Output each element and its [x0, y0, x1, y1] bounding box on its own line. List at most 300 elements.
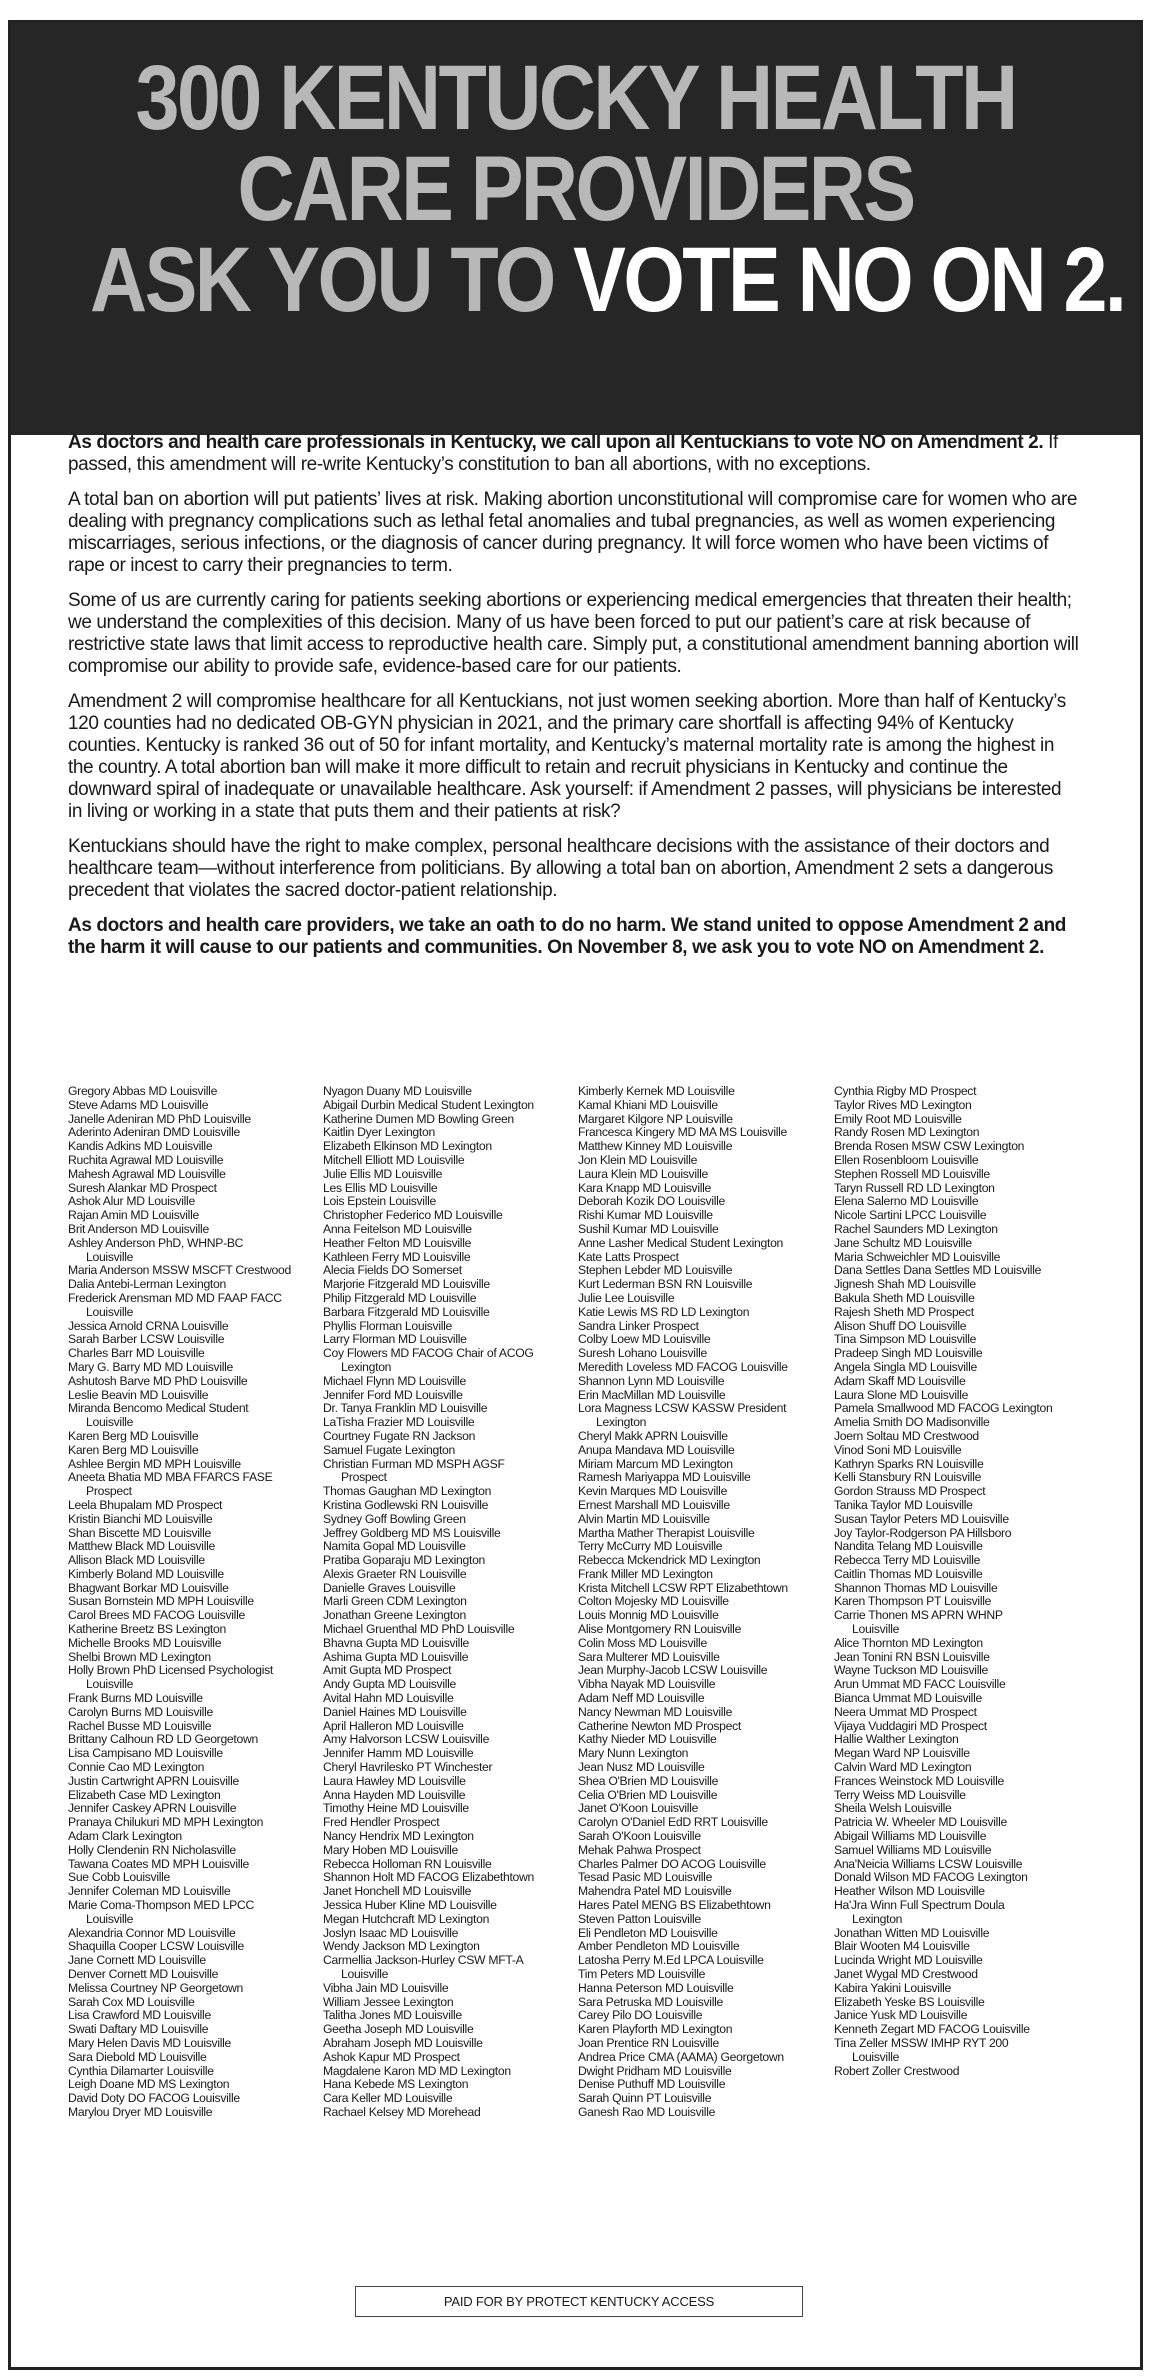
signer-entry: Ashley Anderson PhD, WHNP-BC	[68, 1235, 244, 1250]
signer-entry: Louisville	[86, 1415, 134, 1430]
signer-entry: Susan Bornstein MD MPH Louisville	[68, 1594, 254, 1609]
signer-entry: Ashutosh Barve MD PhD Louisville	[68, 1373, 248, 1388]
signer-entry: Rishi Kumar MD Louisville	[578, 1208, 713, 1223]
signer-entry: Vijaya Vuddagiri MD Prospect	[834, 1718, 987, 1733]
signer-entry: Adam Skaff MD Louisville	[834, 1373, 966, 1388]
signer-entry: Frederick Arensman MD MD FAAP FACC	[68, 1290, 282, 1305]
signer-entry: Kaitlin Dyer Lexington	[323, 1125, 435, 1140]
signer-entry: Gordon Strauss MD Prospect	[834, 1484, 986, 1499]
signer-entry: Sushil Kumar MD Louisville	[578, 1221, 719, 1236]
signer-entry: Kimberly Boland MD Louisville	[68, 1566, 224, 1581]
signer-entry: Karen Berg MD Louisville	[68, 1428, 199, 1443]
signer-entry: Kevin Marques MD Louisville	[578, 1484, 728, 1499]
signer-entry: Melissa Courtney NP Georgetown	[68, 1980, 244, 1995]
signer-entry: Jonathan Greene Lexington	[323, 1608, 466, 1623]
signer-entry: Sandra Linker Prospect	[578, 1318, 699, 1333]
signer-entry: Lexington	[852, 1911, 903, 1926]
signer-entry: Heather Wilson MD Louisville	[834, 1884, 985, 1899]
signer-entry: Kenneth Zegart MD FACOG Louisville	[834, 2022, 1030, 2037]
signer-entry: Kandis Adkins MD Louisville	[68, 1139, 213, 1154]
signer-entry: Leela Bhupalam MD Prospect	[68, 1497, 223, 1512]
signer-entry: Dwight Pridham MD Louisville	[578, 2063, 732, 2078]
signer-entry: Alison Shuff DO Louisville	[834, 1318, 967, 1333]
signer-entry: Jane Cornett MD Louisville	[68, 1953, 206, 1968]
signer-entry: Arun Ummat MD FACC Louisville	[834, 1677, 1006, 1692]
signer-entry: Lucinda Wright MD Louisville	[834, 1953, 983, 1968]
signer-entry: Joslyn Isaac MD Louisville	[323, 1925, 459, 1940]
signer-entry: LaTisha Frazier MD Louisville	[323, 1415, 475, 1430]
signer-entry: Nandita Telang MD Louisville	[834, 1539, 983, 1554]
signer-entry: Pamela Smallwood MD FACOG Lexington	[834, 1401, 1053, 1416]
signer-entry: Kathryn Sparks RN Louisville	[834, 1456, 984, 1471]
signer-entry: Swati Daftary MD Louisville	[68, 2022, 209, 2037]
signer-entry: Rajesh Sheth MD Prospect	[834, 1304, 974, 1319]
signer-entry: Shaquilla Cooper LCSW Louisville	[68, 1939, 245, 1954]
signer-entry: Ashlee Bergin MD MPH Louisville	[68, 1456, 241, 1471]
signer-entry: Katherine Dumen MD Bowling Green	[323, 1111, 514, 1126]
signer-entry: Carolyn Burns MD Louisville	[68, 1704, 213, 1719]
signer-entry: Carrie Thonen MS APRN WHNP	[834, 1608, 1003, 1623]
signer-entry: Kimberly Kernek MD Louisville	[578, 1084, 735, 1098]
signer-entry: Connie Cao MD Lexington	[68, 1760, 205, 1775]
signer-entry: Abigail Durbin Medical Student Lexington	[323, 1097, 534, 1112]
closing-bold: As doctors and health care providers, we take an oath to do no harm. We stand united to oppose Amendment 2 and the harm it will cause to our patients and communities. On November 8, we ask you to vote NO on Amendment 2.	[68, 915, 1066, 958]
signer-entry: Shan Biscette MD Louisville	[68, 1525, 211, 1540]
signer-entry: Louisville	[86, 1677, 134, 1692]
signer-entry: Julie Lee Louisville	[578, 1290, 675, 1305]
signer-entry: Mary Helen Davis MD Louisville	[68, 2035, 232, 2050]
signer-entry: Kate Latts Prospect	[578, 1249, 679, 1264]
signer-entry: Adam Clark Lexington	[68, 1829, 182, 1844]
signer-entry: Shannon Thomas MD Louisville	[834, 1580, 998, 1595]
signer-entry: Louisville	[86, 1249, 134, 1264]
signer-entry: Elizabeth Yeske BS Louisville	[834, 1994, 985, 2009]
signer-entry: Rachel Saunders MD Lexington	[834, 1221, 998, 1236]
signer-entry: Dana Settles Dana Settles MD Louisville	[834, 1263, 1042, 1278]
signer-entry: Kamal Khiani MD Louisville	[578, 1097, 718, 1112]
signer-list	[68, 1085, 1080, 2265]
signer-entry: Alvin Martin MD Louisville	[578, 1511, 710, 1526]
signer-entry: Maria Anderson MSSW MSCFT Crestwood	[68, 1263, 291, 1278]
signer-entry: Ana'Neicia Williams LCSW Louisville	[834, 1856, 1023, 1871]
signer-entry: Emily Root MD Louisville	[834, 1111, 962, 1126]
signer-entry: Mahesh Agrawal MD Louisville	[68, 1166, 226, 1181]
signer-entry: Leigh Doane MD MS Lexington	[68, 2077, 230, 2092]
signer-entry: Pranaya Chilukuri MD MPH Lexington	[68, 1815, 264, 1830]
signer-entry: Alice Thornton MD Lexington	[834, 1635, 983, 1650]
signer-entry: Joy Taylor-Rodgerson PA Hillsboro	[834, 1525, 1012, 1540]
signer-entry: Abraham Joseph MD Louisville	[323, 2035, 483, 2050]
signer-entry: Matthew Kinney MD Louisville	[578, 1139, 733, 1154]
signer-entry: Megan Ward NP Louisville	[834, 1746, 970, 1761]
signer-entry: Ashima Gupta MD Louisville	[323, 1649, 469, 1664]
signer-entry: Charles Barr MD Louisville	[68, 1346, 205, 1361]
signer-entry: Phyllis Florman Louisville	[323, 1318, 453, 1333]
headline-line-3-white: VOTE NO ON 2.	[573, 229, 1125, 331]
signer-entry: Talitha Jones MD Louisville	[323, 2008, 462, 2023]
signer-entry: Katie Lewis MS RD LD Lexington	[578, 1304, 750, 1319]
signer-entry: Cara Keller MD Louisville	[323, 2091, 453, 2106]
signer-entry: Tina Simpson MD Louisville	[834, 1332, 977, 1347]
signer-entry: Wayne Tuckson MD Louisville	[834, 1663, 989, 1678]
signer-entry: Nicole Sartini LPCC Louisville	[834, 1208, 987, 1223]
signer-entry: Janet Wygal MD Crestwood	[834, 1967, 978, 1981]
signer-entry: Jean Murphy-Jacob LCSW Louisville	[578, 1663, 768, 1678]
signer-entry: Terry Weiss MD Louisville	[834, 1787, 966, 1802]
signer-entry: Sarah Quinn PT Louisville	[578, 2091, 712, 2106]
signer-entry: Louisville	[86, 1304, 134, 1319]
signer-entry: Lora Magness LCSW KASSW President	[578, 1401, 787, 1416]
signer-entry: Andrea Price CMA (AAMA) Georgetown	[578, 2049, 784, 2064]
intro-paragraph	[68, 432, 1080, 476]
signer-entry: Hallie Walther Lexington	[834, 1732, 959, 1747]
signer-entry: Carey Pilo DO Louisville	[578, 2008, 703, 2023]
signer-entry: Carol Brees MD FACOG Louisville	[68, 1608, 245, 1623]
signer-entry: Nyagon Duany MD Louisville	[323, 1084, 472, 1098]
signer-entry: Prospect	[86, 1484, 132, 1499]
signer-entry: Nancy Hendrix MD Lexington	[323, 1829, 474, 1844]
signer-entry: Anupa Mandava MD Louisville	[578, 1442, 735, 1457]
signer-entry: Tawana Coates MD MPH Louisville	[68, 1856, 250, 1871]
signer-entry: Kabira Yakini Louisville	[834, 1980, 952, 1995]
signer-entry: Cynthia Rigby MD Prospect	[834, 1084, 977, 1098]
signer-entry: Cheryl Makk APRN Louisville	[578, 1428, 728, 1443]
signer-entry: Hanna Peterson MD Louisville	[578, 1980, 734, 1995]
signer-entry: Megan Hutchcraft MD Lexington	[323, 1911, 490, 1926]
signer-entry: Colton Mojesky MD Louisville	[578, 1594, 729, 1609]
signer-entry: Alise Montgomery RN Louisville	[578, 1622, 742, 1637]
signer-column-4	[834, 1085, 1084, 2078]
signer-entry: Nancy Newman MD Louisville	[578, 1704, 733, 1719]
signer-entry: Jennifer Ford MD Louisville	[323, 1387, 463, 1402]
signer-entry: Vibha Nayak MD Louisville	[578, 1677, 716, 1692]
signer-entry: Meredith Loveless MD FACOG Louisville	[578, 1359, 788, 1374]
signer-entry: Jennifer Coleman MD Louisville	[68, 1884, 231, 1899]
signer-entry: Hares Patel MENG BS Elizabethtown	[578, 1898, 771, 1913]
signer-entry: Geetha Joseph MD Louisville	[323, 2022, 474, 2037]
signer-entry: Shannon Holt MD FACOG Elizabethtown	[323, 1870, 535, 1885]
signer-entry: Kelli Stansbury RN Louisville	[834, 1470, 982, 1485]
signer-entry: Kara Knapp MD Louisville	[578, 1180, 712, 1195]
signer-entry: Catherine Newton MD Prospect	[578, 1718, 741, 1733]
signer-entry: Dr. Tanya Franklin MD Louisville	[323, 1401, 488, 1416]
signer-entry: Holly Brown PhD Licensed Psychologist	[68, 1663, 273, 1678]
signer-entry: Suresh Lohano Louisville	[578, 1346, 707, 1361]
signer-entry: Rachael Kelsey MD Morehead	[323, 2104, 481, 2119]
signer-entry: Elizabeth Elkinson MD Lexington	[323, 1139, 492, 1154]
signer-entry: Sara Diebold MD Louisville	[68, 2049, 207, 2064]
signer-entry: Hana Kebede MS Lexington	[323, 2077, 469, 2092]
paragraph-1: A total ban on abortion will put patients’ lives at risk. Making abortion unconstitutional will compromise care for women who are dealing with pregnancy complications such as lethal fetal anomalies and tubal pregnancies, as well as women experiencing miscarriages, serious infections, or the diagnosis of cancer during pregnancy. It will force women who have been victims of rape or incest to carry their pregnancies to term.	[68, 489, 1078, 576]
signer-entry: Julie Ellis MD Louisville	[323, 1166, 443, 1181]
signer-entry: Bianca Ummat MD Louisville	[834, 1691, 982, 1706]
signer-entry: Jignesh Shah MD Louisville	[834, 1277, 976, 1292]
signer-entry: Louisville	[86, 1911, 134, 1926]
signer-entry: Vinod Soni MD Louisville	[834, 1442, 962, 1457]
signer-entry: Deborah Kozik DO Louisville	[578, 1194, 726, 1209]
signer-entry: Ruchita Agrawal MD Louisville	[68, 1152, 224, 1167]
signer-entry: Karen Thompson PT Louisville	[834, 1594, 992, 1609]
signer-entry: Mary Hoben MD Louisville	[323, 1842, 459, 1857]
signer-entry: Timothy Heine MD Louisville	[323, 1801, 469, 1816]
signer-entry: Robert Zoller Crestwood	[834, 2063, 960, 2078]
signer-entry: Marjorie Fitzgerald MD Louisville	[323, 1277, 490, 1292]
signer-entry: Shelbi Brown MD Lexington	[68, 1649, 211, 1664]
headline-line-1: 300 KENTUCKY HEALTH	[135, 47, 1016, 149]
signer-entry: Marylou Dryer MD Louisville	[68, 2104, 213, 2119]
signer-entry: Kristin Bianchi MD Louisville	[68, 1511, 213, 1526]
paragraph-4: Kentuckians should have the right to make complex, personal healthcare decisions with the assistance of their doctors and healthcare team—without interference from politicians. By allowing a total ban on abortion, Amendment 2 sets a dangerous precedent that violates the sacred doctor-patient relationship.	[68, 836, 1053, 901]
signer-entry: Jonathan Witten MD Louisville	[834, 1925, 990, 1940]
signer-entry: Elizabeth Case MD Lexington	[68, 1787, 221, 1802]
signer-entry: Ganesh Rao MD Louisville	[578, 2104, 716, 2119]
signer-entry: Alecia Fields DO Somerset	[323, 1263, 462, 1278]
signer-entry: Vibha Jain MD Louisville	[323, 1980, 449, 1995]
signer-entry: Carolyn O'Daniel EdD RRT Louisville	[578, 1815, 768, 1830]
signer-entry: Bhavna Gupta MD Louisville	[323, 1635, 469, 1650]
signer-entry: Sarah Cox MD Louisville	[68, 1994, 195, 2009]
signer-entry: Jane Schultz MD Louisville	[834, 1235, 972, 1250]
signer-entry: Pratiba Goparaju MD Lexington	[323, 1553, 486, 1568]
signer-entry: Stephen Rossell MD Louisville	[834, 1166, 990, 1181]
signer-entry: Anna Hayden MD Louisville	[323, 1787, 466, 1802]
signer-entry: Mary G. Barry MD MD Louisville	[68, 1359, 234, 1374]
signer-entry: Courtney Fugate RN Jackson	[323, 1428, 476, 1443]
signer-entry: Kathleen Ferry MD Louisville	[323, 1249, 471, 1264]
signer-entry: Taylor Rives MD Lexington	[834, 1097, 972, 1112]
signer-entry: Brit Anderson MD Louisville	[68, 1221, 209, 1236]
signer-entry: Latosha Perry M.Ed LPCA Louisville	[578, 1953, 764, 1968]
signer-entry: Denver Cornett MD Louisville	[68, 1967, 219, 1981]
signer-entry: Pradeep Singh MD Louisville	[834, 1346, 983, 1361]
signer-entry: Avital Hahn MD Louisville	[323, 1691, 454, 1706]
signer-entry: Frances Weinstock MD Louisville	[834, 1773, 1004, 1788]
signer-entry: Calvin Ward MD Lexington	[834, 1760, 972, 1775]
signer-entry: Jessica Arnold CRNA Louisville	[68, 1318, 229, 1333]
signer-entry: Jeffrey Goldberg MD MS Louisville	[323, 1525, 501, 1540]
closing-paragraph	[68, 915, 1080, 959]
signer-entry: Ellen Rosenbloom Louisville	[834, 1152, 979, 1167]
signer-entry: Cynthia Dilamarter Louisville	[68, 2063, 214, 2078]
signer-entry: Aneeta Bhatia MD MBA FFARCS FASE	[68, 1470, 273, 1485]
signer-entry: Patricia W. Wheeler MD Louisville	[834, 1815, 1007, 1830]
signer-entry: Caitlin Thomas MD Louisville	[834, 1566, 983, 1581]
signer-entry: Joan Prentice RN Louisville	[578, 2035, 719, 2050]
signer-entry: Janelle Adeniran MD PhD Louisville	[68, 1111, 251, 1126]
signer-entry: Joern Soltau MD Crestwood	[834, 1428, 979, 1443]
signer-entry: Louisville	[852, 1622, 900, 1637]
intro-rest: If passed, this amendment will re-write Kentucky’s constitution to ban all abortions, with no exceptions.	[68, 432, 1058, 475]
intro-bold: As doctors and health care professionals in Kentucky, we call upon all Kentuckians to vote NO on Amendment 2.	[68, 432, 1044, 453]
signer-entry: Steve Adams MD Louisville	[68, 1097, 209, 1112]
signer-entry: Louisville	[852, 2049, 900, 2064]
signer-entry: Danielle Graves Louisville	[323, 1580, 456, 1595]
signer-entry: Abigail Williams MD Louisville	[834, 1829, 987, 1844]
signer-entry: Rachel Busse MD Louisville	[68, 1718, 212, 1733]
signer-entry: Christopher Federico MD Louisville	[323, 1208, 503, 1223]
signer-entry: Allison Black MD Louisville	[68, 1553, 205, 1568]
signer-entry: Amit Gupta MD Prospect	[323, 1663, 452, 1678]
signer-entry: Thomas Gaughan MD Lexington	[323, 1484, 492, 1499]
signer-entry: Martha Mather Therapist Louisville	[578, 1525, 755, 1540]
signer-entry: Sara Petruska MD Louisville	[578, 1994, 723, 2009]
signer-entry: Prospect	[341, 1470, 387, 1485]
signer-entry: Wendy Jackson MD Lexington	[323, 1939, 480, 1954]
signer-entry: Sara Multerer MD Louisville	[578, 1649, 720, 1664]
signer-entry: Amelia Smith DO Madisonville	[834, 1415, 990, 1430]
signer-entry: Michelle Brooks MD Louisville	[68, 1635, 222, 1650]
signer-entry: Amy Halvorson LCSW Louisville	[323, 1732, 490, 1747]
signer-entry: Miriam Marcum MD Lexington	[578, 1456, 733, 1471]
signer-entry: Brenda Rosen MSW CSW Lexington	[834, 1139, 1025, 1154]
signer-entry: Sydney Goff Bowling Green	[323, 1511, 466, 1526]
signer-entry: Charles Palmer DO ACOG Louisville	[578, 1856, 766, 1871]
signer-entry: Coy Flowers MD FACOG Chair of ACOG	[323, 1346, 534, 1361]
signer-entry: Ashok Kapur MD Prospect	[323, 2049, 460, 2064]
signer-entry: Mehak Pahwa Prospect	[578, 1842, 701, 1857]
signer-entry: Fred Hendler Prospect	[323, 1815, 440, 1830]
signer-entry: Lois Epstein Louisville	[323, 1194, 437, 1209]
signer-entry: Jean Nusz MD Louisville	[578, 1760, 705, 1775]
signer-entry: Janice Yusk MD Louisville	[834, 2008, 968, 2023]
signer-entry: Miranda Bencomo Medical Student	[68, 1401, 249, 1416]
signer-entry: Donald Wilson MD FACOG Lexington	[834, 1870, 1028, 1885]
signer-entry: Sheila Welsh Louisville	[834, 1801, 952, 1816]
signer-entry: Leslie Beavin MD Louisville	[68, 1387, 209, 1402]
signer-entry: Mary Nunn Lexington	[578, 1746, 689, 1761]
signer-entry: Elena Salerno MD Louisville	[834, 1194, 979, 1209]
signer-column-3	[578, 1085, 828, 2120]
paragraph-3: Amendment 2 will compromise healthcare for all Kentuckians, not just women seeking abortion. More than half of Kentucky’s 120 counties had no dedicated OB-GYN physician in 2021, and the primary care shortfall is affecting 94% of Kentucky counties. Kentucky is ranked 36 out of 50 for infant mortality, and Kentucky’s maternal mortality rate is among the highest in the country. A total abortion ban will make it more difficult to retain and recruit physicians in Kentucky and continue the downward spiral of inadequate or unavailable healthcare. Ask yourself: if Amendment 2 passes, will physicians be interested in living or working in a state that puts them and their patients at risk?	[68, 691, 1066, 822]
signer-entry: Gregory Abbas MD Louisville	[68, 1084, 218, 1098]
signer-entry: Bhagwant Borkar MD Louisville	[68, 1580, 229, 1595]
paid-for-disclaimer: PAID FOR BY PROTECT KENTUCKY ACCESS	[355, 2286, 803, 2317]
signer-entry: Suresh Alankar MD Prospect	[68, 1180, 217, 1195]
signer-entry: Marli Green CDM Lexington	[323, 1594, 467, 1609]
signer-entry: Ramesh Mariyappa MD Louisville	[578, 1470, 751, 1485]
signer-entry: Laura Klein MD Louisville	[578, 1166, 709, 1181]
signer-entry: Christian Furman MD MSPH AGSF	[323, 1456, 505, 1471]
signer-entry: Ashok Alur MD Louisville	[68, 1194, 195, 1209]
signer-entry: Shea O'Brien MD Louisville	[578, 1773, 719, 1788]
signer-entry: Jennifer Hamm MD Louisville	[323, 1746, 474, 1761]
signer-entry: Susan Taylor Peters MD Louisville	[834, 1511, 1009, 1526]
signer-entry: Colin Moss MD Louisville	[578, 1635, 707, 1650]
signer-entry: David Doty DO FACOG Louisville	[68, 2091, 240, 2106]
signer-entry: Blair Wooten M4 Louisville	[834, 1939, 970, 1954]
signer-entry: Rebecca Mckendrick MD Lexington	[578, 1553, 761, 1568]
signer-entry: Daniel Haines MD Louisville	[323, 1704, 467, 1719]
signer-entry: Laura Slone MD Louisville	[834, 1387, 969, 1402]
signer-entry: Cheryl Havrilesko PT Winchester	[323, 1760, 493, 1775]
signer-entry: Stephen Lebder MD Louisville	[578, 1263, 733, 1278]
signer-entry: William Jessee Lexington	[323, 1994, 454, 2009]
signer-entry: Philip Fitzgerald MD Louisville	[323, 1290, 477, 1305]
signer-entry: Michael Gruenthal MD PhD Louisville	[323, 1622, 515, 1637]
signer-entry: Shannon Lynn MD Louisville	[578, 1373, 725, 1388]
signer-column-2	[323, 1085, 573, 2120]
headline-line-2: CARE PROVIDERS	[237, 138, 914, 240]
signer-entry: Tina Zeller MSSW IMHP RYT 200	[834, 2035, 1009, 2050]
signer-entry: Lexington	[341, 1359, 392, 1374]
signer-entry: Marie Coma-Thompson MED LPCC	[68, 1898, 254, 1913]
signer-entry: Laura Hawley MD Louisville	[323, 1773, 466, 1788]
signer-entry: Janet Honchell MD Louisville	[323, 1884, 472, 1899]
signer-entry: Sue Cobb Louisville	[68, 1870, 171, 1885]
headline	[90, 47, 1125, 331]
signer-entry: Maria Schweichler MD Louisville	[834, 1249, 1001, 1264]
signer-entry: Janet O'Koon Louisville	[578, 1801, 699, 1816]
signer-entry: Mitchell Elliott MD Louisville	[323, 1152, 465, 1167]
signer-entry: Kurt Lederman BSN RN Louisville	[578, 1277, 753, 1292]
signer-entry: Celia O'Brien MD Louisville	[578, 1787, 718, 1802]
signer-entry: Rebecca Holloman RN Louisville	[323, 1856, 492, 1871]
signer-entry: Louisville	[341, 1967, 389, 1981]
signer-entry: Les Ellis MD Louisville	[323, 1180, 438, 1195]
signer-entry: Lisa Campisano MD Louisville	[68, 1746, 223, 1761]
signer-entry: Taryn Russell RD LD Lexington	[834, 1180, 995, 1195]
signer-entry: April Halleron MD Louisville	[323, 1718, 464, 1733]
signer-entry: Kathy Nieder MD Louisville	[578, 1732, 717, 1747]
signer-entry: Francesca Kingery MD MA MS Louisville	[578, 1125, 788, 1140]
signer-entry: Tesad Pasic MD Louisville	[578, 1870, 713, 1885]
signer-entry: Katherine Breetz BS Lexington	[68, 1622, 226, 1637]
signer-entry: Sarah Barber LCSW Louisville	[68, 1332, 225, 1347]
signer-entry: Matthew Black MD Louisville	[68, 1539, 216, 1554]
signer-entry: Steven Patton Louisville	[578, 1911, 701, 1926]
signer-entry: Justin Cartwright APRN Louisville	[68, 1773, 239, 1788]
signer-entry: Kristina Godlewski RN Louisville	[323, 1497, 489, 1512]
signer-entry: Eli Pendleton MD Louisville	[578, 1925, 718, 1940]
signer-entry: Rajan Amin MD Louisville	[68, 1208, 199, 1223]
signer-entry: Sarah O'Koon Louisville	[578, 1829, 701, 1844]
signer-entry: Mahendra Patel MD Louisville	[578, 1884, 732, 1899]
signer-entry: Lexington	[596, 1415, 647, 1430]
signer-entry: Rebecca Terry MD Louisville	[834, 1553, 981, 1568]
signer-entry: Dalia Antebi-Lerman Lexington	[68, 1277, 226, 1292]
signer-entry: Holly Clendenin RN Nicholasville	[68, 1842, 236, 1857]
signer-entry: Tim Peters MD Louisville	[578, 1967, 706, 1981]
signer-entry: Karen Playforth MD Lexington	[578, 2022, 733, 2037]
signer-entry: Margaret Kilgore NP Louisville	[578, 1111, 733, 1126]
signer-entry: Adam Neff MD Louisville	[578, 1691, 705, 1706]
signer-entry: Aderinto Adeniran DMD Louisville	[68, 1125, 240, 1140]
signer-entry: Frank Miller MD Lexington	[578, 1566, 713, 1581]
signer-entry: Samuel Williams MD Louisville	[834, 1842, 992, 1857]
signer-entry: Tanika Taylor MD Louisville	[834, 1497, 973, 1512]
signer-entry: Krista Mitchell LCSW RPT Elizabethtown	[578, 1580, 788, 1595]
signer-entry: Brittany Calhoun RD LD Georgetown	[68, 1732, 258, 1747]
signer-column-1	[68, 1085, 318, 2120]
headline-banner	[11, 23, 1140, 435]
signer-entry: Barbara Fitzgerald MD Louisville	[323, 1304, 490, 1319]
signer-entry: Ha'Jra Winn Full Spectrum Doula	[834, 1898, 1005, 1913]
signer-entry: Jean Tonini RN BSN Louisville	[834, 1649, 990, 1664]
signer-entry: Namita Gopal MD Louisville	[323, 1539, 466, 1554]
signer-entry: Neera Ummat MD Prospect	[834, 1704, 977, 1719]
signer-entry: Ernest Marshall MD Louisville	[578, 1497, 730, 1512]
signer-entry: Amber Pendleton MD Louisville	[578, 1939, 740, 1954]
signer-entry: Alexis Graeter RN Louisville	[323, 1566, 467, 1581]
signer-entry: Denise Puthuff MD Louisville	[578, 2077, 726, 2092]
signer-entry: Samuel Fugate Lexington	[323, 1442, 455, 1457]
paragraph-2: Some of us are currently caring for patients seeking abortions or experiencing medical emergencies that threaten their health; we understand the complexities of this decision. Many of us have been forced to put our patient’s care at risk because of restrictive state laws that limit access to reproductive health care. Simply put, a constitutional amendment banning abortion will compromise our ability to provide safe, evidence-based care for our patients.	[68, 590, 1079, 677]
signer-entry: Bakula Sheth MD Louisville	[834, 1290, 975, 1305]
signer-entry: Alexandria Connor MD Louisville	[68, 1925, 236, 1940]
signer-entry: Colby Loew MD Louisville	[578, 1332, 711, 1347]
headline-line-3	[90, 229, 1125, 331]
signer-entry: Frank Burns MD Louisville	[68, 1691, 203, 1706]
